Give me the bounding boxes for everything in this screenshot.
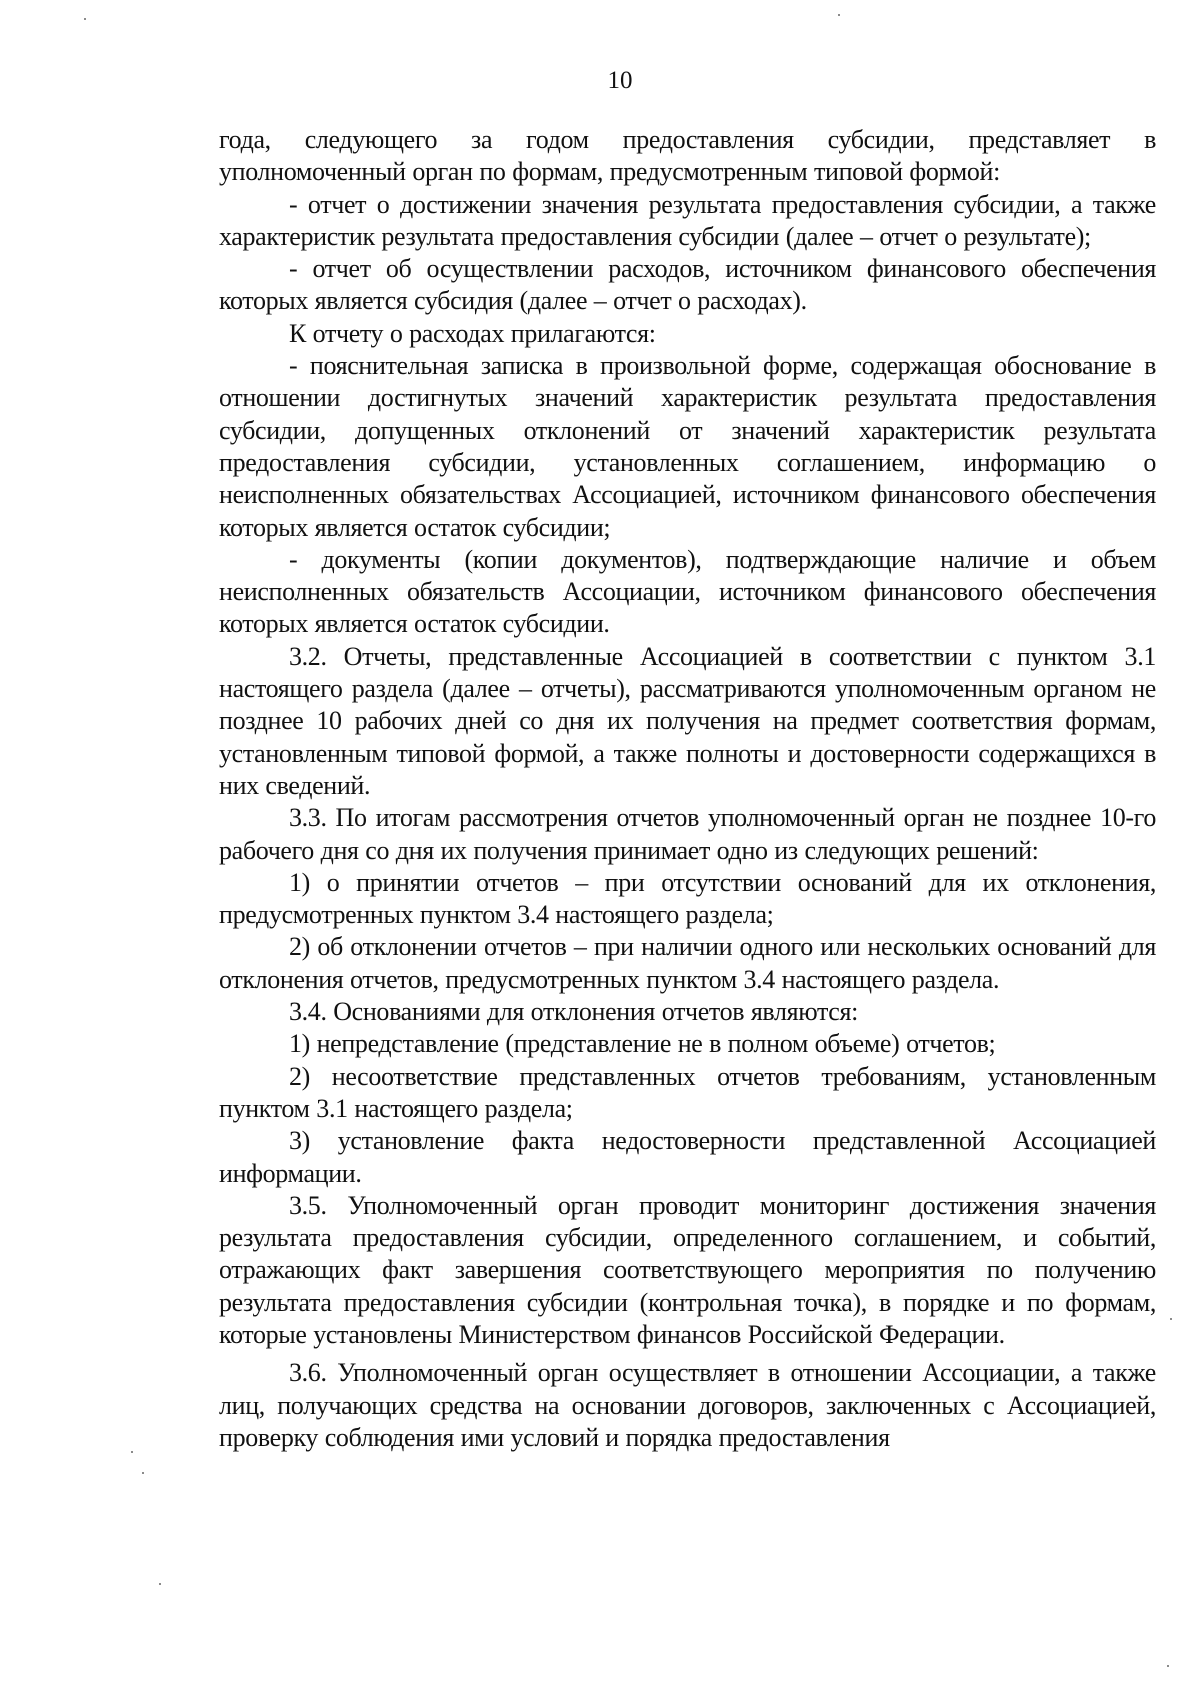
paragraph: К отчету о расходах прилагаются: <box>289 318 656 348</box>
scan-speck <box>142 1472 144 1474</box>
scan-speck <box>1170 1318 1172 1320</box>
paragraph: 3.3. По итогам рассмотрения отчетов уполномоченный орган не позднее 10-го рабочего дня со дня их получения принимает одно из следующих решений: <box>219 803 1156 865</box>
paragraph: - отчет о достижении значения результата предоставления субсидии, а также характеристик результата предоставления субсидии (далее – отчет о результате); <box>219 189 1156 251</box>
paragraph: года, следующего за годом предоставления субсидии, представляет в уполномоченный орган по формам, предусмотренным типовой формой: <box>219 125 1156 187</box>
paragraph: 3) установление факта недостоверности представленной Ассоциацией информации. <box>219 1126 1156 1188</box>
paragraph: 3.6. Уполномоченный орган осуществляет в отношении Ассоциации, а также лиц, получающих средства на основании договоров, заключенных с Ассоциацией, проверку соблюдения ими условий и порядка предоставления <box>219 1358 1156 1452</box>
scan-speck <box>159 1583 161 1585</box>
paragraph: 1) о принятии отчетов – при отсутствии оснований для их отклонения, предусмотренных пунктом 3.4 настоящего раздела; <box>219 867 1156 930</box>
paragraph: 2) несоответствие представленных отчетов требованиям, установленным пунктом 3.1 настоящего раздела; <box>219 1061 1156 1123</box>
paragraph: 1) непредставление (представление не в полном объеме) отчетов; <box>289 1029 996 1059</box>
scan-speck <box>838 14 840 16</box>
paragraph: - отчет об осуществлении расходов, источником финансового обеспечения которых является субсидия (далее – отчет о расходах). <box>219 254 1156 316</box>
document-body <box>219 124 1156 1454</box>
paragraph: 3.2. Отчеты, представленные Ассоциацией в соответствии с пунктом 3.1 настоящего раздела (далее – отчеты), рассматриваются уполномоченным органом не позднее 10 рабочих дней со дня их получения на предмет соответствия формам, установленным типовой формой, а также полноты и достоверности содержащихся в них сведений. <box>219 641 1156 800</box>
scan-speck <box>1167 1665 1169 1667</box>
page-number: 10 <box>607 67 633 94</box>
scan-speck <box>84 18 86 20</box>
paragraph: - документы (копии документов), подтверждающие наличие и объем неисполненных обязательств Ассоциации, источником финансового обеспечения которых является остаток субсидии. <box>219 544 1156 639</box>
paragraph: - пояснительная записка в произвольной форме, содержащая обоснование в отношении достигнутых значений характеристик результата предоставления субсидии, допущенных отклонений от значений характеристик результата предоставления субсидии, установленных соглашением, информацию о неисполненных обязательствах Ассоциацией, источником финансового обеспечения которых является остаток субсидии; <box>219 351 1156 542</box>
scan-speck <box>131 1451 133 1453</box>
paragraph: 2) об отклонении отчетов – при наличии одного или нескольких оснований для отклонения отчетов, предусмотренных пунктом 3.4 настоящего раздела. <box>219 932 1156 994</box>
paragraph: 3.4. Основаниями для отклонения отчетов являются: <box>289 997 858 1027</box>
paragraph: 3.5. Уполномоченный орган проводит мониторинг достижения значения результата предоставления субсидии, определенного соглашением, и событий, отражающих факт завершения соответствующего мероприятия по получению результата предоставления субсидии (контрольная точка), в порядке и по формам, которые установлены Министерством финансов Российской Федерации. <box>219 1190 1156 1349</box>
